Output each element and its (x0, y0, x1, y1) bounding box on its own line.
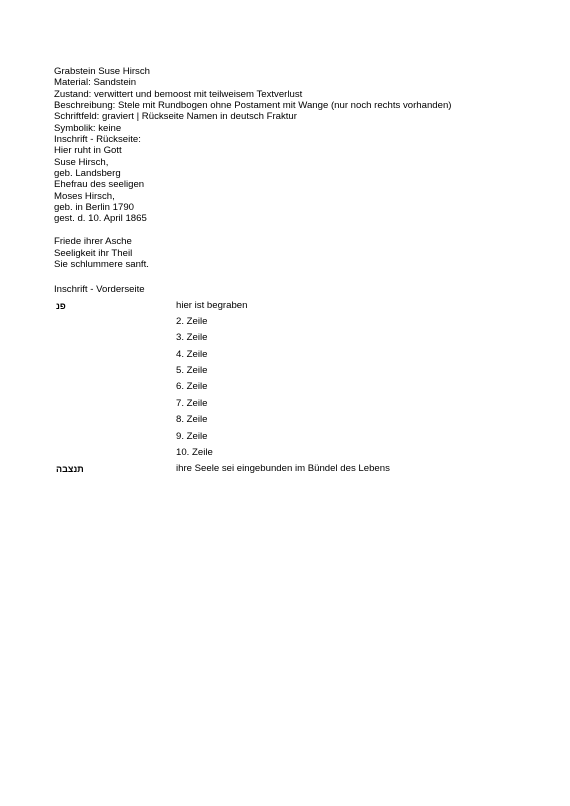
inscription-line: geb. in Berlin 1790 (54, 202, 135, 214)
document-page (54, 66, 554, 480)
german-cell: 10. Zeile (176, 447, 213, 459)
spacer (54, 225, 554, 236)
table-row (54, 332, 554, 348)
description-line: Beschreibung: Stele mit Rundbogen ohne Postament mit Wange (nur noch rechts vorhanden) (54, 100, 452, 112)
table-row (54, 431, 554, 447)
inscription-front-heading: Inschrift - Vorderseite (54, 283, 145, 295)
german-cell: 2. Zeile (176, 315, 208, 327)
symbolism-line: Symbolik: keine (54, 122, 122, 134)
table-row (54, 365, 554, 381)
closing-line: Friede ihrer Asche (54, 236, 132, 248)
german-cell: ihre Seele sei eingebunden im Bündel des Lebens (176, 463, 390, 475)
table-row (54, 463, 554, 479)
document-title: Grabstein Suse Hirsch (54, 66, 150, 77)
table-row (54, 398, 554, 414)
inscription-back-text (54, 145, 554, 224)
closing-line: Seeligkeit ihr Theil (54, 247, 133, 259)
inscription-line: Ehefrau des seeligen (54, 179, 145, 191)
german-cell: 5. Zeile (176, 365, 208, 377)
spacer (54, 270, 554, 281)
inscription-line: Suse Hirsch, (54, 156, 109, 168)
table-row (54, 316, 554, 332)
table-row (54, 381, 554, 397)
german-cell: 4. Zeile (176, 348, 208, 360)
german-cell: hier ist begraben (176, 299, 248, 311)
german-cell: 6. Zeile (176, 381, 208, 393)
metadata-block (54, 66, 554, 145)
hebrew-cell: תנצבה (56, 464, 84, 475)
inscription-line: Hier ruht in Gott (54, 145, 122, 157)
material-line: Material: Sandstein (54, 77, 137, 89)
table-row (54, 300, 554, 316)
table-row (54, 414, 554, 430)
inscription-back-heading: Inschrift - Rückseite: (54, 134, 141, 146)
closing-line: Sie schlummere sanft. (54, 258, 149, 270)
inscription-back-closing (54, 236, 554, 270)
inscription-line: Moses Hirsch, (54, 190, 115, 202)
hebrew-cell: פנ (56, 300, 66, 311)
german-cell: 3. Zeile (176, 332, 208, 344)
table-row (54, 349, 554, 365)
inscription-line: geb. Landsberg (54, 168, 121, 180)
german-cell: 7. Zeile (176, 397, 208, 409)
script-field-line: Schriftfeld: graviert | Rückseite Namen in deutsch Fraktur (54, 111, 297, 123)
inscription-line: gest. d. 10. April 1865 (54, 213, 147, 225)
table-row (54, 447, 554, 463)
german-cell: 9. Zeile (176, 430, 208, 442)
condition-line: Zustand: verwittert und bemoost mit teilweisem Textverlust (54, 88, 303, 100)
german-cell: 8. Zeile (176, 414, 208, 426)
inscription-front-table (54, 300, 554, 480)
